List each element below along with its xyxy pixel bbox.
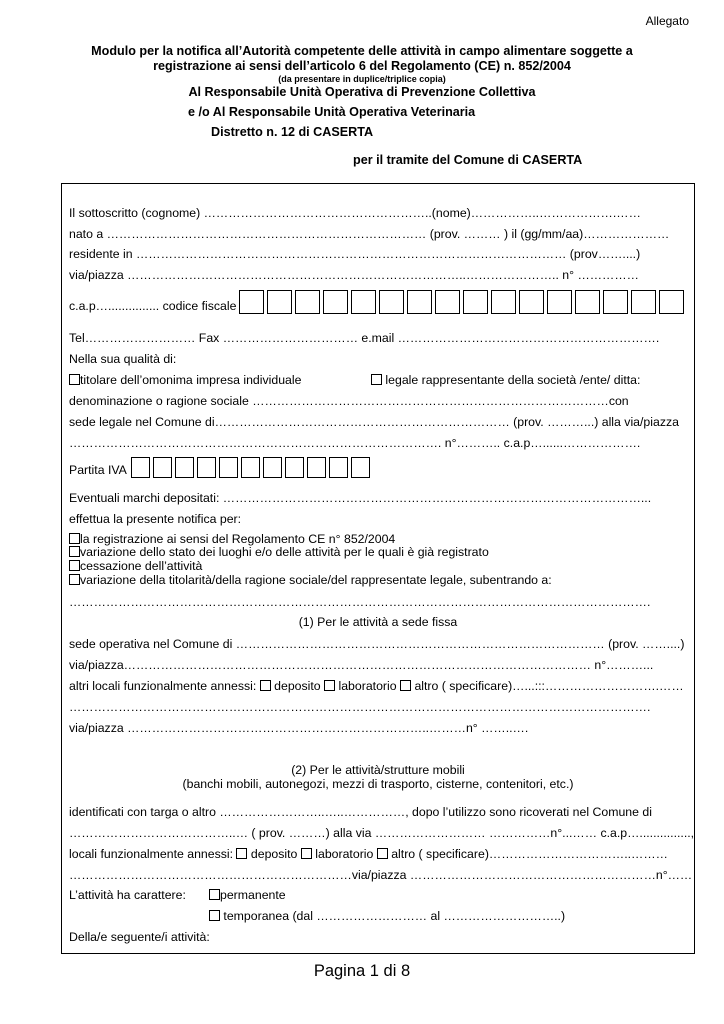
partita-iva-cell[interactable] [197, 457, 216, 478]
permanente-label: permanente [220, 888, 286, 902]
altri-locali-row [69, 679, 684, 693]
deposito-checkbox[interactable] [260, 680, 271, 691]
variazione-luoghi-checkbox[interactable] [69, 546, 80, 557]
partita-iva-cell[interactable] [219, 457, 238, 478]
codice-fiscale-cell[interactable] [379, 290, 404, 314]
codice-fiscale-cell[interactable] [631, 290, 656, 314]
cessazione-option[interactable] [69, 559, 202, 573]
legale-option[interactable] [371, 373, 640, 387]
altri-locali-detail-field[interactable]: ……………………………………………………………………………………………………………………………. [69, 700, 651, 714]
temporanea-checkbox[interactable] [209, 910, 220, 921]
altri-locali-label: altri locali funzionalmente annessi: [69, 679, 257, 693]
contatti-field[interactable]: Tel……………………… Fax …………………………… e.mail ………………………………………………………. [69, 331, 660, 345]
codice-fiscale-cell[interactable] [351, 290, 376, 314]
variazione-titolarita-option[interactable] [69, 573, 552, 587]
registrazione-label: la registrazione ai sensi del Regolamento CE n° 852/2004 [80, 532, 396, 546]
laboratorio-checkbox[interactable] [324, 680, 335, 691]
codice-fiscale-cell[interactable] [295, 290, 320, 314]
permanente-checkbox[interactable] [209, 889, 220, 900]
via-locali-field[interactable]: via/piazza ………………………………………………………………..………n° ……..…. [69, 721, 529, 735]
deposito-label: deposito [274, 679, 321, 693]
temporanea-label: temporanea (dal ……………………… al ………………………..) [223, 909, 566, 923]
codice-fiscale-cell[interactable] [435, 290, 460, 314]
comune-label: per il tramite del Comune di CASERTA [353, 153, 583, 167]
residente-field[interactable]: residente in …………………………………………………………………………………………… (prov……....) [69, 247, 641, 261]
seguenti-attivita-label: Della/e seguente/i attività: [69, 930, 210, 944]
partita-iva-cell[interactable] [175, 457, 194, 478]
section2-title: (2) Per le attività/strutture mobili [291, 763, 465, 777]
nato-field[interactable]: nato a …………………………………………………………………… (prov. ……… ) il (gg/mm/aa)………………… [69, 227, 670, 241]
laboratorio2-checkbox[interactable] [301, 848, 312, 859]
registrazione-checkbox[interactable] [69, 533, 80, 544]
altro-checkbox[interactable] [400, 680, 411, 691]
altro2-label: altro ( specificare)……………………………..……… [391, 847, 668, 861]
subentro-field[interactable]: ……………………………………………………………………………………………………………………………. [69, 595, 651, 609]
cessazione-checkbox[interactable] [69, 560, 80, 571]
sede-operativa-field[interactable]: sede operativa nel Comune di ……………………………………………………………………………… (prov. ……....) [69, 637, 685, 651]
via-field[interactable]: via/piazza ………………………………………………………………………..………………….. n° …………… [69, 268, 639, 282]
form-title-line1: Modulo per la notifica all’Autorità competente delle attività in campo alimentare soggette a [91, 44, 633, 58]
permanente-option[interactable] [209, 888, 286, 902]
page-number: Pagina 1 di 8 [313, 962, 411, 980]
form-title-line2: registrazione ai sensi dell’articolo 6 del Regolamento (CE) n. 852/2004 [153, 59, 571, 73]
locali-annessi-label: locali funzionalmente annessi: [69, 847, 234, 861]
partita-iva-cell[interactable] [131, 457, 150, 478]
addressee-prevenzione: Al Responsabile Unità Operativa di Prevenzione Collettiva [188, 85, 536, 99]
carattere-label: L’attività ha carattere: [69, 888, 186, 902]
partita-iva-cell[interactable] [153, 457, 172, 478]
partita-iva-cells[interactable] [131, 457, 373, 478]
section2-subtitle: (banchi mobili, autonegozi, mezzi di trasporto, cisterne, contenitori, etc.) [182, 777, 574, 791]
targa-field[interactable]: identificati con targa o altro ……………………..…..……………, dopo l’utilizzo sono ricoverati nel Comune di [69, 805, 652, 819]
section1-title: (1) Per le attività a sede fissa [298, 615, 458, 629]
codice-fiscale-cell[interactable] [575, 290, 600, 314]
partita-iva-cell[interactable] [351, 457, 370, 478]
cap-label: c.a.p…............... codice fiscale [69, 299, 237, 313]
codice-fiscale-cells[interactable] [239, 290, 687, 314]
variazione-titolarita-checkbox[interactable] [69, 574, 80, 585]
codice-fiscale-cell[interactable] [491, 290, 516, 314]
titolare-option[interactable] [69, 373, 301, 387]
altro-label: altro ( specificare)…...:::……………………….…… [414, 679, 684, 693]
codice-fiscale-cell[interactable] [407, 290, 432, 314]
partita-iva-cell[interactable] [263, 457, 282, 478]
variazione-luoghi-label: variazione dello stato dei luoghi e/o delle attività per le quali è già registrato [80, 545, 489, 559]
effettua-label: effettua la presente notifica per: [69, 512, 242, 526]
codice-fiscale-cell[interactable] [659, 290, 684, 314]
titolare-checkbox[interactable] [69, 374, 80, 385]
laboratorio-label: laboratorio [338, 679, 397, 693]
sede-legale-cont-field[interactable]: ………………………………………………………………………………. n°……….. c.a.p…......………………. [69, 436, 641, 450]
codice-fiscale-cell[interactable] [323, 290, 348, 314]
legale-checkbox[interactable] [371, 374, 382, 385]
codice-fiscale-cell[interactable] [519, 290, 544, 314]
codice-fiscale-cell[interactable] [463, 290, 488, 314]
laboratorio2-label: laboratorio [315, 847, 374, 861]
addressee-veterinaria: e /o Al Responsabile Unità Operativa Veterinaria [188, 105, 476, 119]
deposito2-checkbox[interactable] [236, 848, 247, 859]
variazione-luoghi-option[interactable] [69, 545, 489, 559]
form-title-note: (da presentare in duplice/triplice copia) [278, 74, 446, 84]
denominazione-field[interactable]: denominazione o ragione sociale ……………………………………………………………………………con [69, 394, 629, 408]
altro2-checkbox[interactable] [377, 848, 388, 859]
codice-fiscale-cell[interactable] [547, 290, 572, 314]
sottoscritto-field[interactable]: Il sottoscritto (cognome) ………………………………………………..(nome)……………..……………….…… [69, 206, 641, 220]
qualita-label: Nella sua qualità di: [69, 352, 177, 366]
deposito2-label: deposito [250, 847, 298, 861]
partita-iva-cell[interactable] [307, 457, 326, 478]
via-operativa-field[interactable]: via/piazza…………………………………………………………………………………………………… n°………... [69, 658, 654, 672]
variazione-titolarita-label: variazione della titolarità/della ragione sociale/del rappresentate legale, subentrando a: [80, 573, 552, 587]
temporanea-option[interactable] [209, 909, 565, 923]
legale-label: legale rappresentante della società /ente/ ditta: [385, 373, 641, 387]
partita-iva-cell[interactable] [329, 457, 348, 478]
district-label: Distretto n. 12 di CASERTA [211, 125, 374, 139]
cessazione-label: cessazione dell’attività [80, 559, 203, 573]
titolare-label: titolare dell’omonima impresa individuale [80, 373, 302, 387]
codice-fiscale-cell[interactable] [267, 290, 292, 314]
registrazione-option[interactable] [69, 532, 395, 546]
partita-iva-cell[interactable] [241, 457, 260, 478]
partita-iva-label: Partita IVA [69, 463, 127, 477]
marchi-field[interactable]: Eventuali marchi depositati: …………………………………………………………………………………………... [69, 491, 652, 505]
locali-annessi-row [69, 847, 668, 861]
codice-fiscale-cell[interactable] [239, 290, 264, 314]
partita-iva-cell[interactable] [285, 457, 304, 478]
via-annessi-field[interactable]: ……………………………………………………………via/piazza ……………………………………………………n°…… [69, 868, 693, 882]
sede-legale-field[interactable]: sede legale nel Comune di……………………………………………………………… (prov. ………...) alla via/piazza [69, 415, 679, 429]
ricovero-field[interactable]: …………………………………..… ( prov. ………) alla via ……………………… ……………n°...…… c.a.p…..............., [69, 826, 695, 840]
allegato-label: Allegato [645, 14, 689, 28]
codice-fiscale-cell[interactable] [603, 290, 628, 314]
